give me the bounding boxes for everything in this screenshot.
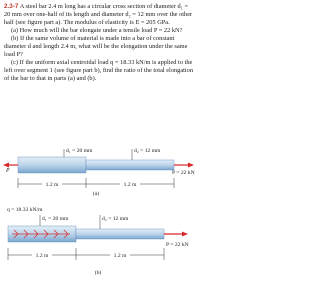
bar-segment-1 — [18, 157, 86, 173]
left-load-arrow — [3, 163, 18, 168]
p-right-label: P = 22 kN — [172, 170, 195, 176]
d1-label-b: d₁ = 20 mm — [42, 216, 69, 222]
problem-text — [4, 3, 196, 83]
figure-a-caption: (a) — [92, 191, 100, 196]
d2-label: d₂ = 12 mm — [134, 148, 161, 154]
bar-segment-2 — [86, 160, 174, 170]
right-load-arrow — [174, 163, 194, 168]
problem-intro — [4, 3, 196, 27]
length-1-label: 1.2 m — [45, 182, 59, 188]
dimension-line-b — [8, 248, 164, 260]
p-right-label-b: P = 22 kN — [166, 242, 189, 248]
problem-number: 2.3-7 — [4, 3, 19, 10]
part-a-text: (a) How much will the bar elongate under a tensile load P = 22 kN? — [11, 27, 183, 35]
bar-segment-2-b — [76, 229, 164, 239]
q-label: q = 18.33 kN/m — [7, 207, 43, 213]
figure-a — [0, 144, 200, 196]
d1-label: d₁ = 20 mm — [66, 148, 93, 154]
length-2-label-b: 1.2 m — [113, 253, 127, 259]
d2-label-b: d₂ = 12 mm — [102, 216, 129, 222]
length-2-label: 1.2 m — [123, 182, 137, 188]
dimension-line — [18, 178, 174, 188]
p-left-label: P — [6, 168, 10, 174]
length-1-label-b: 1.2 m — [35, 253, 49, 259]
right-load-arrow-b — [164, 232, 188, 237]
part-b-text: (b) If the same volume of material is made into a bar of constant diameter d and length 2.4 m, what will be the elongation under the same load P? — [4, 35, 188, 59]
figure-b-caption: (b) — [94, 270, 102, 276]
part-c-text: (c) If the uniform axial centroidal load q = 18.33 kN/m is applied to the left over segment 1 (see figure part b), find the ratio of the total elongation of the bar to that in parts (a) and (b). — [4, 59, 194, 83]
problem-statement: A steel bar 2.4 m long has a circular cross section of diameter d₁ = 20 mm over one-half of its length and diameter d₂ = 12 mm over the other half (see figure part a). The modulus of elasticity is E = 205 GPa. — [4, 3, 193, 27]
figure-b — [0, 204, 200, 282]
